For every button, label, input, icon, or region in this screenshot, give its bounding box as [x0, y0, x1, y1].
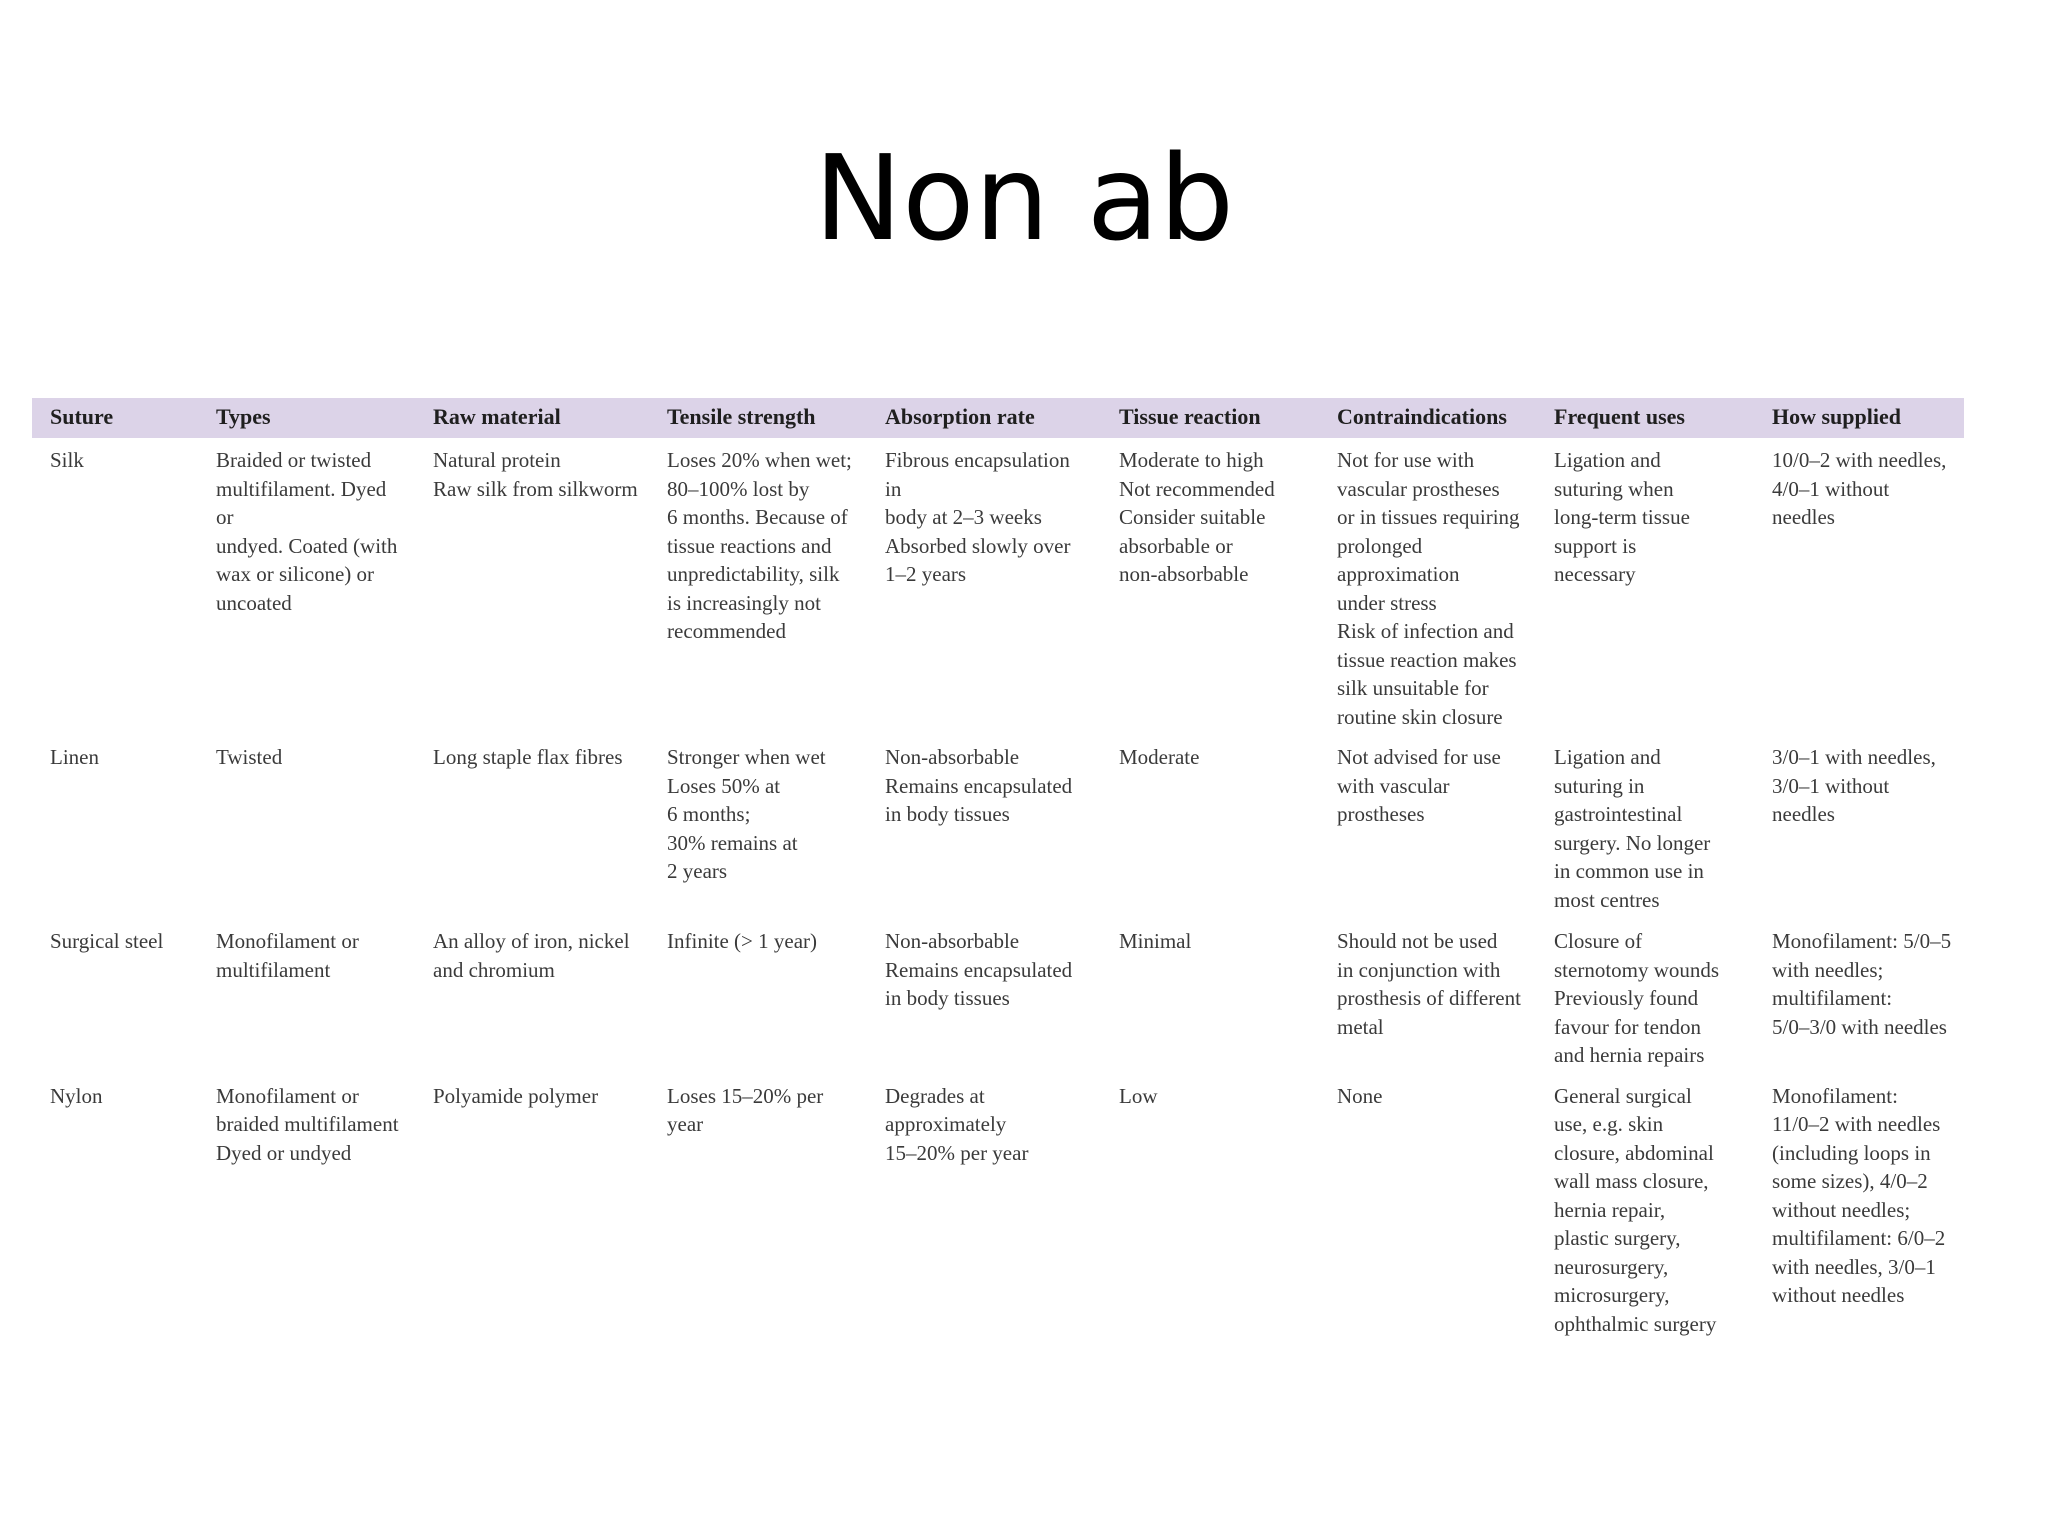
cell-line: Degrades at: [885, 1083, 985, 1108]
cell-line: 11/0–2 with needles: [1772, 1112, 1941, 1136]
cell-line: in common use in: [1554, 859, 1704, 883]
cell-line: wax or silicone) or: [216, 562, 375, 586]
cell-line: metal: [1337, 1014, 1384, 1039]
cell-absorption-rate: [867, 1074, 1101, 1346]
header-tissue-reaction: Tissue reaction: [1101, 398, 1319, 438]
cell-line: 15–20% per year: [885, 1140, 1029, 1165]
cell-how-supplied: [1754, 735, 1964, 919]
cell-line: 30% remains at: [667, 830, 798, 855]
cell-line: needles: [1772, 802, 1835, 826]
cell-raw-material: [415, 735, 649, 919]
cell-types: [198, 919, 415, 1074]
cell-line: multifilament:: [1772, 986, 1893, 1010]
cell-line: Low: [1119, 1083, 1158, 1108]
cell-line: 4/0–1 without: [1772, 476, 1890, 501]
cell-line: with vascular: [1337, 773, 1450, 798]
cell-line: without needles: [1772, 1283, 1905, 1307]
cell-line: routine skin closure: [1337, 704, 1503, 729]
header-frequent-uses: Frequent uses: [1536, 398, 1754, 438]
header-how-supplied: How supplied: [1754, 398, 1964, 438]
cell-line: multifilament: 6/0–2: [1772, 1226, 1946, 1250]
cell-line: Monofilament or: [216, 929, 359, 953]
cell-tissue-reaction: [1101, 919, 1319, 1074]
cell-line: suturing when: [1554, 476, 1674, 501]
header-tensile-strength: Tensile strength: [649, 398, 867, 438]
cell-line: gastrointestinal: [1554, 802, 1683, 826]
cell-line: 2 years: [667, 859, 728, 883]
cell-line: Non-absorbable: [885, 929, 1020, 953]
cell-line: Minimal: [1119, 929, 1192, 953]
cell-frequent-uses: [1536, 1074, 1754, 1346]
cell-types: [198, 1074, 415, 1346]
cell-line: 1–2 years: [885, 562, 967, 586]
cell-line: under stress: [1337, 590, 1437, 615]
cell-tissue-reaction: [1101, 735, 1319, 919]
cell-line: neurosurgery,: [1554, 1254, 1669, 1279]
cell-line: None: [1337, 1083, 1383, 1108]
cell-line: Monofilament: 5/0–5: [1772, 929, 1952, 953]
cell-line: silk unsuitable for: [1337, 676, 1489, 700]
cell-line: prostheses: [1337, 802, 1425, 826]
cell-line: surgery. No longer: [1554, 830, 1711, 855]
cell-line: Loses 20% when wet;: [667, 448, 852, 472]
cell-line: General surgical: [1554, 1083, 1692, 1108]
cell-line: Surgical steel: [50, 929, 164, 953]
cell-tissue-reaction: [1101, 438, 1319, 735]
cell-line: wall mass closure,: [1554, 1169, 1709, 1193]
cell-frequent-uses: [1536, 438, 1754, 735]
cell-line: in body tissues: [885, 986, 1010, 1010]
cell-absorption-rate: [867, 919, 1101, 1074]
cell-line: microsurgery,: [1554, 1283, 1670, 1307]
cell-line: Absorbed slowly over: [885, 533, 1071, 558]
cell-line: in conjunction with: [1337, 957, 1501, 982]
cell-line: prolonged: [1337, 533, 1423, 558]
cell-line: body at 2–3 weeks: [885, 505, 1042, 529]
cell-suture: [32, 438, 198, 735]
cell-line: 10/0–2 with needles,: [1772, 448, 1947, 472]
cell-tensile-strength: [649, 919, 867, 1074]
cell-line: year: [667, 1112, 704, 1136]
table-row: [32, 735, 1964, 919]
cell-frequent-uses: [1536, 735, 1754, 919]
cell-line: with needles;: [1772, 957, 1884, 982]
cell-line: Braided or twisted: [216, 448, 372, 472]
cell-line: Linen: [50, 745, 99, 769]
cell-line: vascular prostheses: [1337, 476, 1500, 501]
cell-line: hernia repair,: [1554, 1197, 1666, 1222]
cell-line: with needles, 3/0–1: [1772, 1254, 1936, 1279]
cell-line: closure, abdominal: [1554, 1140, 1714, 1165]
cell-line: Not advised for use: [1337, 745, 1501, 769]
cell-line: Remains encapsulated: [885, 773, 1073, 798]
cell-line: sternotomy wounds: [1554, 957, 1720, 982]
cell-line: multifilament. Dyed or: [216, 476, 387, 529]
cell-suture: [32, 735, 198, 919]
cell-line: Monofilament:: [1772, 1083, 1898, 1108]
cell-line: 80–100% lost by: [667, 476, 810, 501]
cell-line: Natural protein: [433, 448, 561, 472]
cell-line: Ligation and: [1554, 448, 1661, 472]
cell-line: Ligation and: [1554, 745, 1661, 769]
cell-line: Loses 50% at: [667, 773, 781, 798]
cell-line: favour for tendon: [1554, 1014, 1701, 1039]
cell-line: Stronger when wet: [667, 745, 826, 769]
cell-line: most centres: [1554, 887, 1660, 912]
cell-line: 6 months. Because of: [667, 505, 848, 529]
header-contraindications: Contraindications: [1319, 398, 1536, 438]
cell-types: [198, 438, 415, 735]
cell-line: prosthesis of different: [1337, 986, 1521, 1010]
cell-line: Loses 15–20% per: [667, 1083, 824, 1108]
cell-line: necessary: [1554, 562, 1636, 586]
cell-tissue-reaction: [1101, 1074, 1319, 1346]
cell-tensile-strength: [649, 735, 867, 919]
suture-table-container: [32, 398, 1964, 1346]
cell-line: in body tissues: [885, 802, 1010, 826]
cell-line: Moderate: [1119, 745, 1200, 769]
cell-types: [198, 735, 415, 919]
cell-contraindications: [1319, 919, 1536, 1074]
cell-line: 3/0–1 with needles,: [1772, 745, 1936, 769]
cell-line: Infinite (> 1 year): [667, 929, 818, 953]
cell-line: Should not be used: [1337, 929, 1498, 953]
cell-suture: [32, 1074, 198, 1346]
cell-line: 3/0–1 without: [1772, 773, 1890, 798]
cell-line: some sizes), 4/0–2: [1772, 1169, 1928, 1193]
cell-absorption-rate: [867, 438, 1101, 735]
cell-line: approximation: [1337, 562, 1460, 586]
cell-raw-material: [415, 438, 649, 735]
header-raw-material: Raw material: [415, 398, 649, 438]
cell-raw-material: [415, 1074, 649, 1346]
header-absorption-rate: Absorption rate: [867, 398, 1101, 438]
cell-line: 6 months;: [667, 802, 751, 826]
cell-line: is increasingly not: [667, 590, 821, 615]
cell-line: 5/0–3/0 with needles: [1772, 1014, 1947, 1039]
cell-line: Previously found: [1554, 986, 1699, 1010]
cell-line: Non-absorbable: [885, 745, 1020, 769]
header-types: Types: [198, 398, 415, 438]
table-row: [32, 919, 1964, 1074]
table-row: [32, 438, 1964, 735]
cell-line: Raw silk from silkworm: [433, 476, 638, 501]
cell-frequent-uses: [1536, 919, 1754, 1074]
cell-contraindications: [1319, 1074, 1536, 1346]
cell-line: Long staple flax fibres: [433, 745, 623, 769]
cell-contraindications: [1319, 438, 1536, 735]
cell-line: Not for use with: [1337, 448, 1475, 472]
cell-line: absorbable or: [1119, 533, 1233, 558]
cell-line: Risk of infection and: [1337, 619, 1514, 643]
cell-line: Polyamide polymer: [433, 1083, 599, 1108]
cell-line: Remains encapsulated: [885, 957, 1073, 982]
cell-line: Moderate to high: [1119, 448, 1264, 472]
cell-line: without needles;: [1772, 1197, 1911, 1222]
cell-line: Closure of: [1554, 929, 1643, 953]
cell-line: use, e.g. skin: [1554, 1112, 1664, 1136]
cell-line: plastic surgery,: [1554, 1226, 1681, 1250]
cell-line: (including loops in: [1772, 1140, 1931, 1165]
cell-line: unpredictability, silk: [667, 562, 840, 586]
cell-line: Monofilament or: [216, 1083, 359, 1108]
cell-line: Fibrous encapsulation in: [885, 448, 1070, 501]
cell-line: suturing in: [1554, 773, 1645, 798]
cell-how-supplied: [1754, 1074, 1964, 1346]
cell-line: support is: [1554, 533, 1637, 558]
cell-raw-material: [415, 919, 649, 1074]
cell-tensile-strength: [649, 1074, 867, 1346]
cell-line: and hernia repairs: [1554, 1043, 1705, 1067]
cell-line: uncoated: [216, 590, 292, 615]
cell-line: An alloy of iron, nickel: [433, 929, 630, 953]
cell-line: needles: [1772, 505, 1835, 529]
cell-line: ophthalmic surgery: [1554, 1311, 1717, 1336]
cell-line: Twisted: [216, 745, 283, 769]
cell-line: Not recommended: [1119, 476, 1275, 501]
cell-line: Consider suitable: [1119, 505, 1266, 529]
cell-line: braided multifilament: [216, 1112, 399, 1136]
cell-absorption-rate: [867, 735, 1101, 919]
cell-line: long-term tissue: [1554, 505, 1690, 529]
slide-title: Non ab: [814, 129, 1234, 267]
cell-how-supplied: [1754, 919, 1964, 1074]
cell-how-supplied: [1754, 438, 1964, 735]
cell-contraindications: [1319, 735, 1536, 919]
cell-line: tissue reaction makes: [1337, 647, 1517, 672]
cell-line: recommended: [667, 619, 786, 643]
cell-line: or in tissues requiring: [1337, 505, 1520, 529]
suture-table: [32, 398, 1964, 1346]
cell-line: Silk: [50, 448, 84, 472]
cell-line: and chromium: [433, 957, 555, 982]
cell-line: multifilament: [216, 957, 331, 982]
cell-line: tissue reactions and: [667, 533, 832, 558]
table-body: [32, 438, 1964, 1346]
cell-tensile-strength: [649, 438, 867, 735]
cell-line: undyed. Coated (with: [216, 533, 398, 558]
table-row: [32, 1074, 1964, 1346]
cell-line: non-absorbable: [1119, 562, 1249, 586]
cell-line: approximately: [885, 1112, 1007, 1136]
cell-line: Dyed or undyed: [216, 1140, 352, 1165]
cell-line: Nylon: [50, 1083, 103, 1108]
header-suture: Suture: [32, 398, 198, 438]
table-header-row: [32, 398, 1964, 438]
cell-suture: [32, 919, 198, 1074]
